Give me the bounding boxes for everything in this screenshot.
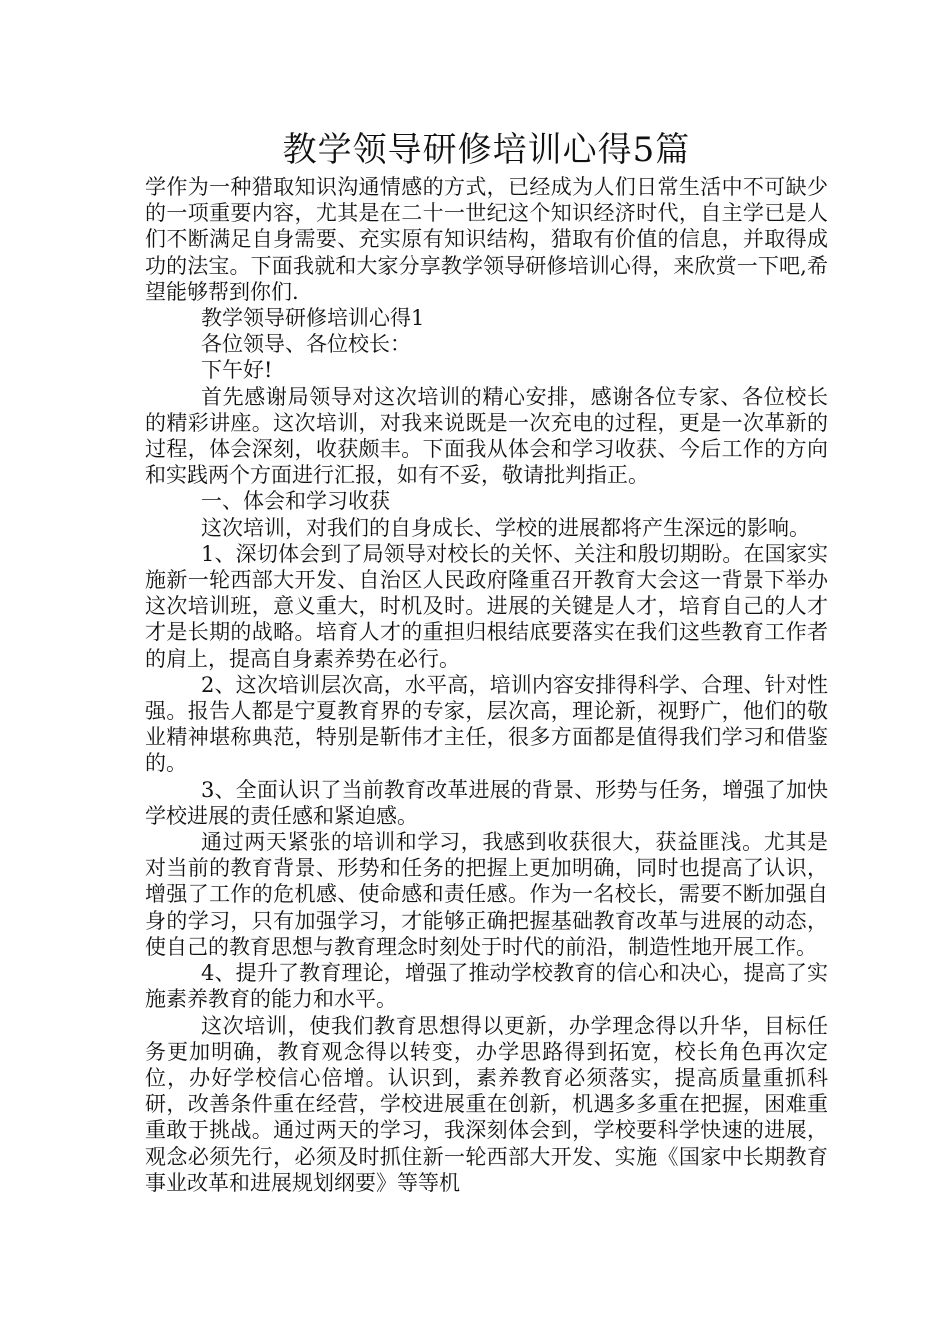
paragraph: 2、这次培训层次高，水平高，培训内容安排得科学、合理、针对性强。报告人都是宁夏教育界的专家，层次高，理论新，视野广，他们的敬业精神堪称典范，特别是靳伟才主任，很多方面都是值得我们学习和借鉴的。 — [145, 672, 828, 776]
paragraph: 通过两天紧张的培训和学习，我感到收获很大，获益匪浅。尤其是对当前的教育背景、形势和任务的把握上更加明确，同时也提高了认识，增强了工作的危机感、使命感和责任感。作为一名校长，需要不断加强自身的学习，只有加强学习，才能够正确把握基础教育改革与进展的动态，使自己的教育思想与教育理念时刻处于时代的前沿，制造性地开展工作。 — [145, 830, 828, 959]
paragraph: 首先感谢局领导对这次培训的精心安排，感谢各位专家、各位校长的精彩讲座。这次培训，对我来说既是一次充电的过程，更是一次革新的过程，体会深刻，收获颇丰。下面我从体会和学习收获、今后工作的方向和实践两个方面进行汇报，如有不妥，敬请批判指正。 — [145, 384, 828, 488]
greeting: 下午好! — [201, 358, 273, 383]
paragraph: 4、提升了教育理论，增强了推动学校教育的信心和决心，提高了实施素养教育的能力和水平。 — [145, 961, 828, 1012]
paragraph: 这次培训，对我们的自身成长、学校的进展都将产生深远的影响。 — [201, 515, 810, 540]
paragraph: 这次培训，使我们教育思想得以更新，办学理念得以升华，目标任务更加明确，教育观念得以转变，办学思路得到拓宽，校长角色再次定位，办好学校信心倍增。认识到，素养教育必须落实，提高质量重抓科研，改善条件重在经营，学校进展重在创新，机遇多多重在把握，困难重重敢于挑战。通过两天的学习，我深刻体会到，学校要科学快速的进展，观念必须先行，必须及时抓住新一轮西部大开发、实施《国家中长期教育事业改革和进展规划纲要》等等机 — [145, 1013, 828, 1195]
paragraph: 3、全面认识了当前教育改革进展的背景、形势与任务，增强了加快学校进展的责任感和紧迫感。 — [145, 777, 828, 828]
document-body — [145, 174, 828, 1196]
paragraph: 1、深切体会到了局领导对校长的关怀、关注和殷切期盼。在国家实施新一轮西部大开发、自治区人民政府隆重召开教育大会这一背景下举办这次培训班，意义重大，时机及时。进展的关键是人才，培育自己的人才才是长期的战略。培育人才的重担归根结底要落实在我们这些教育工作者的肩上，提高自身素养势在必行。 — [145, 541, 828, 671]
paragraph-intro: 学作为一种猎取知识沟通情感的方式，已经成为人们日常生活中不可缺少的一项重要内容，尤其是在二十一世纪这个知识经济时代，自主学已是人们不断满足自身需要、充实原有知识结构，猎取有价值的信息，并取得成功的法宝。下面我就和大家分享教学领导研修培训心得，来欣赏一下吧,希望能够帮到你们. — [145, 175, 828, 304]
document-page — [145, 128, 828, 1196]
salutation: 各位领导、各位校长： — [201, 332, 411, 357]
document-title: 教学领导研修培训心得5篇 — [282, 130, 691, 170]
section-heading-1: 教学领导研修培训心得1 — [201, 306, 425, 331]
subheading: 一、体会和学习收获 — [201, 489, 390, 514]
